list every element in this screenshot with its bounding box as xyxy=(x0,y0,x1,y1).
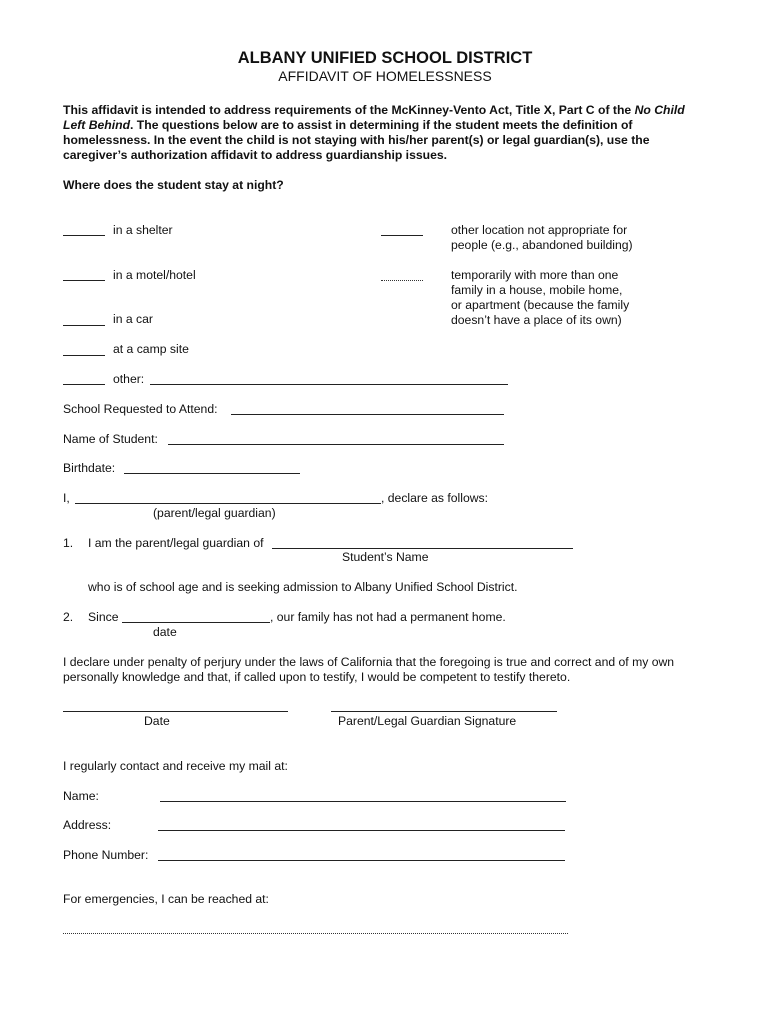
intro-paragraph xyxy=(63,103,708,163)
birthdate-label: Birthdate: xyxy=(63,461,116,475)
item2-tail: , our family has not had a permanent home. xyxy=(270,610,506,624)
parent-caption: (parent/legal guardian) xyxy=(153,506,276,520)
option-temporarily-line4: doesn’t have a place of its own) xyxy=(451,313,622,327)
page-title: ALBANY UNIFIED SCHOOL DISTRICT xyxy=(237,49,533,67)
penalty-statement: I declare under penalty of perjury under the laws of California that the foregoing is true and correct and of my own personally knowledge and that, if called upon to testify, I would be competent to testify thereto. xyxy=(63,655,675,684)
signature-label: Parent/Legal Guardian Signature xyxy=(338,714,517,728)
school-age-text: who is of school age and is seeking admission to Albany Unified School District. xyxy=(88,580,518,594)
option-other-location-line1: other location not appropriate for xyxy=(451,223,628,237)
contact-phone-label: Phone Number: xyxy=(63,848,149,862)
since-date-input-line[interactable] xyxy=(122,622,270,623)
option-other-location-line2: people (e.g., abandoned building) xyxy=(451,238,633,252)
guardian-signature-line[interactable] xyxy=(331,711,557,712)
student-caption: Student’s Name xyxy=(342,550,429,564)
item1-text: I am the parent/legal guardian of xyxy=(88,536,264,550)
contact-address-input-line[interactable] xyxy=(158,830,565,831)
motel-check-line[interactable] xyxy=(63,280,105,281)
other-check-line[interactable] xyxy=(63,384,105,385)
date-caption: date xyxy=(153,625,177,639)
item1-number: 1. xyxy=(63,536,74,550)
item2-number: 2. xyxy=(63,610,74,624)
option-temporarily-line2: family in a house, mobile home, xyxy=(451,283,623,297)
camp-check-line[interactable] xyxy=(63,355,105,356)
car-check-line[interactable] xyxy=(63,325,105,326)
temporarily-check-line[interactable] xyxy=(381,280,423,281)
contact-phone-input-line[interactable] xyxy=(158,860,565,861)
i-label: I, xyxy=(63,491,70,505)
intro-part2: . The questions below are to assist in determining if the student meets the definition of homelessness. In the event the child is not staying with his/her parent(s) or legal guardian(s), use the caregiver’s authorization affidavit to address guardianship issues. xyxy=(63,118,650,162)
student-name-line-2[interactable] xyxy=(272,548,573,549)
option-shelter-label: in a shelter xyxy=(113,223,173,237)
option-temporarily-line3: or apartment (because the family xyxy=(451,298,630,312)
shelter-check-line[interactable] xyxy=(63,235,105,236)
intro-part1: This affidavit is intended to address requirements of the McKinney-Vento Act, Title X, Part C of the xyxy=(63,103,635,117)
birthdate-input-line[interactable] xyxy=(124,473,300,474)
since-label: Since xyxy=(88,610,119,624)
emergency-label: For emergencies, I can be reached at: xyxy=(63,892,269,906)
student-name-input-line[interactable] xyxy=(168,444,504,445)
other-input-line[interactable] xyxy=(150,384,508,385)
school-input-line[interactable] xyxy=(231,414,504,415)
date-label: Date xyxy=(144,714,170,728)
intro-emphasis: No Child Left Behind xyxy=(63,103,685,132)
student-name-label: Name of Student: xyxy=(63,432,158,446)
option-other-label: other: xyxy=(113,372,145,386)
contact-address-label: Address: xyxy=(63,818,112,832)
declare-text: , declare as follows: xyxy=(381,491,489,505)
other-location-check-line[interactable] xyxy=(381,235,423,236)
page-subtitle: AFFIDAVIT OF HOMELESSNESS xyxy=(278,68,492,84)
date-signature-line[interactable] xyxy=(63,711,288,712)
night-question: Where does the student stay at night? xyxy=(63,178,284,192)
option-car-label: in a car xyxy=(113,312,153,326)
option-motel-label: in a motel/hotel xyxy=(113,268,196,282)
guardian-name-input-line[interactable] xyxy=(75,503,381,504)
contact-heading: I regularly contact and receive my mail at: xyxy=(63,759,288,773)
school-label: School Requested to Attend: xyxy=(63,402,218,416)
emergency-input-line[interactable] xyxy=(63,933,568,934)
option-temporarily-line1: temporarily with more than one xyxy=(451,268,619,282)
contact-name-label: Name: xyxy=(63,789,99,803)
contact-name-input-line[interactable] xyxy=(160,801,566,802)
option-camp-label: at a camp site xyxy=(113,342,189,356)
